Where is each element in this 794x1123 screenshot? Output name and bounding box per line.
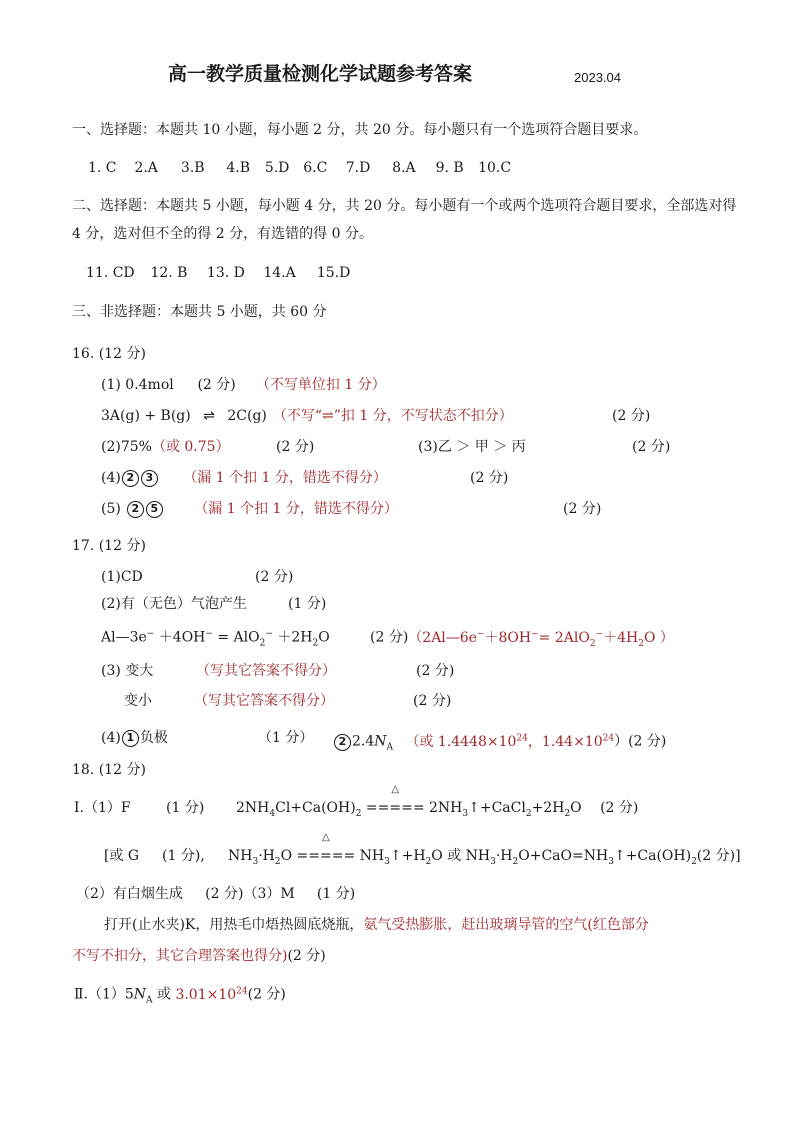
q16-equation-reactants: 3A(g) + B(g) [101, 408, 191, 424]
answer-7: 7.D [345, 160, 371, 176]
eq-italic: N [374, 733, 387, 750]
answer-1: 1. C [88, 160, 117, 176]
eq-text: O [570, 800, 582, 816]
eq-subscript: 3 [384, 856, 390, 867]
eq-subscript: 2 [425, 856, 432, 867]
q16-part5-note: （漏 1 个扣 1 分，错选不得分） [194, 501, 398, 517]
q17-part3b-note: （写其它答案不得分） [194, 693, 334, 709]
q18-explain-red-2: 不写不扣分，其它合理答案也得分) [72, 948, 288, 964]
q17-electrode-equation-score [370, 624, 674, 653]
eq-text: O 或 NH [431, 848, 491, 864]
section-1-heading: 一、选择题：本题共 10 小题，每小题 2 分，共 20 分。每小题只有一个选项符合题目要求。 [72, 122, 648, 138]
eq-text: （或 1.4448×10 [405, 733, 517, 750]
eq-text: ↑+Ca(OH) [613, 848, 692, 864]
eq-subscript: 2 [355, 808, 362, 819]
q18-part1-alt [104, 832, 741, 872]
eq-text: NH [359, 848, 385, 864]
q16-part3-answer: (3)乙 ＞ 甲 ＞ 丙 [418, 439, 526, 455]
eq-superscript: 24 [236, 986, 248, 996]
eq-text: Ⅱ.（1）5 [74, 986, 134, 1003]
q17-part3a [101, 661, 336, 681]
eq-text: ＋8OH [484, 629, 532, 646]
q18-explain-red: 氨气受热膨胀，赶出玻璃导管的空气(红色部分 [363, 917, 649, 933]
page-title: 高一教学质量检测化学试题参考答案 [168, 63, 473, 85]
eq-subscript: 2 [691, 856, 697, 867]
q17-part4-score-2: (2 分) [628, 733, 667, 750]
circled-number-icon: 5 [146, 501, 163, 518]
eq-text: O ） [643, 629, 674, 646]
eq-subscript: 2 [259, 638, 266, 649]
q17-part1-score: (2 分) [255, 569, 294, 585]
q16-equation-product: 2C(g) [227, 408, 267, 424]
q18-part1-eq-score: (2 分) [600, 800, 639, 816]
eq-subscript: 3 [462, 808, 469, 819]
eq-text: = AlO [217, 629, 260, 646]
eq-superscript: 24 [516, 733, 528, 743]
eq-text: ＋4OH [158, 629, 206, 646]
eq-text: ＋4H [603, 629, 639, 646]
q18-ii-alt [175, 987, 247, 1003]
q17-part4-answer-1: 负极 [139, 730, 168, 746]
q16-part3-score: (2 分) [632, 439, 671, 455]
eq-text: ） [614, 733, 629, 750]
q16-part4-label: (4) [101, 470, 121, 486]
answer-2: 2.A [134, 160, 158, 176]
q16-part1-answer: (1) 0.4mol [101, 377, 174, 393]
q18-section-2-part1 [74, 981, 286, 1010]
section-2-heading-line-1: 二、选择题：本题共 5 小题，每小题 4 分，共 20 分。每小题有一个或两个选项符合题目要求，全部选对得 [72, 198, 737, 214]
eq-superscript: − [205, 629, 213, 639]
q18-part1 [74, 784, 639, 824]
q17-part4-answer-2 [333, 728, 666, 757]
q18-heading: 18. (12 分) [72, 762, 146, 778]
answer-6: 6.C [303, 160, 328, 176]
circled-number-icon: 1 [122, 730, 139, 747]
eq-subscript: 2 [564, 808, 571, 819]
q16-equation-note: （不写“⇌”扣 1 分，不写状态不扣分） [272, 408, 513, 424]
q17-part4-alt [405, 734, 614, 750]
q16-part1 [101, 375, 386, 395]
q18-part3-explain-line-2 [72, 946, 326, 966]
section-3-heading: 三、非选择题：本题共 5 小题，共 60 分 [72, 304, 327, 320]
q16-part4-score: (2 分) [470, 470, 509, 486]
q16-part2-score: (2 分) [276, 439, 315, 455]
eq-text: ·H [258, 848, 275, 864]
eq-text: 3.01×10 [175, 986, 237, 1003]
q17-part3a-note: （写其它答案不得分） [196, 663, 336, 679]
eq-text: O+CaO=NH [518, 848, 609, 864]
q16-part4 [101, 468, 387, 488]
eq-superscript: − [265, 629, 273, 639]
heat-triangle-icon: △ [322, 832, 330, 843]
eq-subscript: 3 [608, 856, 614, 867]
eq-text: = 2AlO [538, 629, 590, 646]
q17-equation-alt [408, 629, 674, 649]
eq-superscript: − [595, 629, 604, 639]
q17-part2-answer: (2)有（无色）气泡产生 [101, 596, 247, 612]
q16-part5-label: (5) [101, 501, 121, 517]
q17-part3a-answer: (3) 变大 [101, 663, 154, 679]
q16-part2-alt: （或 0.75） [151, 439, 230, 455]
q18-part3-explain-line-1 [104, 915, 649, 935]
eq-subscript: 2 [589, 638, 596, 649]
eq-text: O [318, 629, 330, 646]
answer-11: 11. CD [86, 265, 135, 281]
q16-part5 [101, 499, 398, 519]
q17-electrode-equation [101, 624, 330, 653]
eq-superscript: − [146, 629, 155, 639]
eq-subscript: 2 [312, 638, 319, 649]
eq-subscript: 2 [274, 856, 281, 867]
q18-ii-score: (2 分) [247, 986, 286, 1003]
q18-part1-score: (1 分) [166, 800, 205, 816]
eq-subscript: 2 [638, 638, 644, 649]
answer-10: 10.C [478, 160, 512, 176]
q17-part1-answer: (1)CD [101, 569, 143, 585]
eq-subscript: A [146, 995, 153, 1006]
answer-13: 13. D [206, 265, 245, 281]
heat-triangle-icon: △ [391, 784, 400, 795]
eq-text: +2H [531, 800, 565, 816]
eq-text: ↑+CaCl [468, 800, 526, 816]
q17-part4 [101, 728, 168, 748]
eq-subscript: 2 [525, 808, 532, 819]
q16-part5-score: (2 分) [563, 501, 602, 517]
q16-part1-score: (2 分) [197, 377, 236, 393]
eq-text: 或 [152, 986, 176, 1003]
eq-text: ·H [495, 848, 513, 864]
q16-equation-line [101, 406, 513, 426]
q18-explain-text: 打开(止水夹)K，用热毛巾焐热圆底烧瓶， [104, 917, 364, 933]
answer-4: 4.B [226, 160, 251, 176]
eq-text: ＋2H [277, 629, 313, 646]
q16-part2 [101, 437, 230, 457]
circled-number-icon: 2 [127, 501, 144, 518]
eq-superscript: − [531, 629, 539, 639]
q17-part3b-answer: 变小 [124, 693, 152, 709]
eq-subscript: 3 [490, 856, 496, 867]
q18-part1-answer: Ⅰ.（1）F [74, 800, 131, 816]
eq-text: ，1.44×10 [527, 733, 603, 750]
eq-text: Cl+Ca(OH) [275, 800, 356, 816]
eq-subscript: 2 [512, 856, 519, 867]
exam-date: 2023.04 [574, 70, 621, 85]
eq-subscript: 3 [252, 856, 259, 867]
eq-superscript: − [476, 629, 485, 639]
q17-part2-score: (1 分) [288, 596, 327, 612]
eq-italic: N [133, 986, 147, 1003]
answer-3: 3.B [180, 160, 205, 176]
eq-subscript: 4 [269, 808, 276, 819]
q17-part3b-score: (2 分) [413, 693, 452, 709]
eq-subscript: A [386, 742, 394, 753]
q18-alt-score: (1 分), [162, 848, 205, 864]
section-2-answers [86, 263, 350, 283]
eq-text: ===== [296, 848, 356, 864]
eq-text: ↑+H [389, 848, 426, 864]
answer-15: 15.D [316, 265, 351, 281]
q18-part2-3: （2）有白烟生成 (2 分)（3）M (1 分) [76, 886, 356, 902]
answer-12: 12. B [150, 265, 188, 281]
circled-number-icon: 2 [334, 734, 351, 751]
q16-part1-note: （不写单位扣 1 分） [255, 377, 386, 393]
q16-part2-answer: (2)75% [101, 439, 152, 455]
circled-number-icon: 2 [122, 470, 139, 487]
section-1-answers [88, 158, 511, 178]
eq-text: 2NH [236, 800, 270, 816]
eq-text: Al—3e [101, 629, 147, 646]
circled-number-icon: 3 [141, 470, 158, 487]
q18-alt-label: [或 G [104, 848, 140, 864]
answer-5: 5.D [264, 160, 290, 176]
q18-explain-score: (2 分) [287, 948, 326, 964]
answer-9: 9. B [435, 160, 464, 176]
eq-text: (2 分)] [696, 848, 741, 864]
q16-heading: 16. (12 分) [72, 346, 146, 362]
equilibrium-arrow-icon: ⇌ [203, 408, 215, 424]
eq-text: 2.4 [352, 733, 375, 750]
eq-text: 2NH [429, 800, 463, 816]
eq-superscript: 24 [602, 733, 615, 743]
eq-text: NH [228, 848, 253, 864]
q17-part4-score-1: （1 分） [258, 730, 314, 746]
eq-text: O [280, 848, 293, 864]
q16-part4-note: （漏 1 个扣 1 分，错选不得分） [183, 470, 387, 486]
q17-heading: 17. (12 分) [72, 538, 146, 554]
q17-part3b [124, 691, 334, 711]
answer-14: 14.A [263, 265, 296, 281]
eq-text: ===== [365, 800, 425, 816]
q16-equation-score: (2 分) [612, 408, 651, 424]
eq-text: （2Al—6e [408, 629, 477, 646]
q17-part4-label: (4) [101, 730, 121, 746]
section-2-heading-line-2: 4 分，选对但不全的得 2 分，有选错的得 0 分。 [72, 226, 373, 242]
answer-8: 8.A [392, 160, 416, 176]
heat-arrow [296, 832, 356, 866]
heat-arrow [365, 784, 425, 818]
q17-equation-score-text: (2 分) [370, 629, 409, 646]
q17-part3a-score: (2 分) [416, 663, 455, 679]
